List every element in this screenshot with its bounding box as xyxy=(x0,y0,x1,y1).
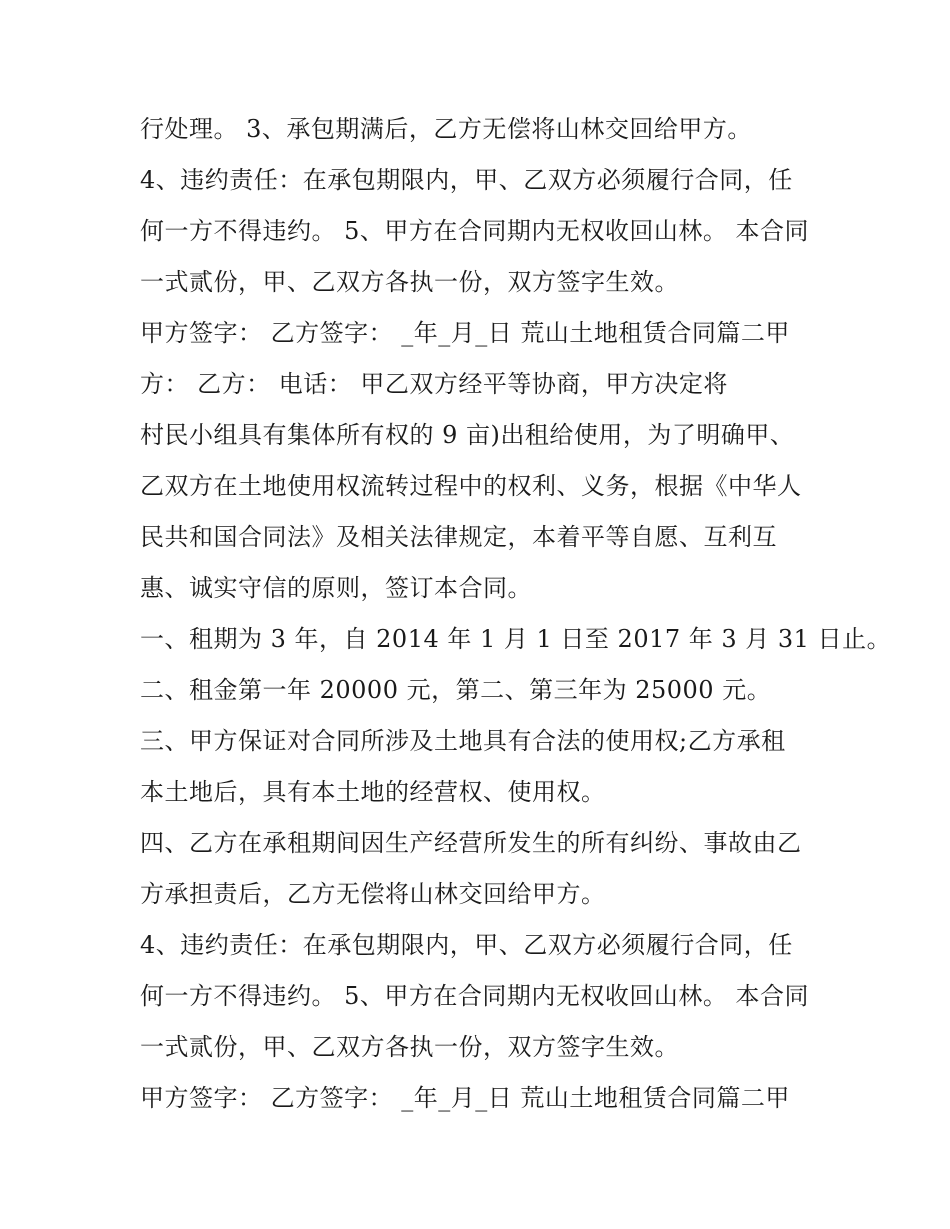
text-line: 4、违约责任：在承包期限内，甲、乙双方必须履行合同，任 xyxy=(140,931,793,959)
text-line: 方承担责后，乙方无偿将山林交回给甲方。 xyxy=(140,880,606,908)
text-line: 甲方签字： 乙方签字： _年_月_日 荒山土地租赁合同篇二甲 xyxy=(140,1084,790,1112)
text-line: 何一方不得违约。 5、甲方在合同期内无权收回山林。 本合同 xyxy=(140,982,810,1010)
text-line: 4、违约责任：在承包期限内，甲、乙双方必须履行合同，任 xyxy=(140,166,793,194)
text-line: 村民小组具有集体所有权的 9 亩)出租给使用，为了明确甲、 xyxy=(140,421,795,449)
text-line: 民共和国合同法》及相关法律规定，本着平等自愿、互利互 xyxy=(140,523,777,551)
text-line: 一、租期为 3 年，自 2014 年 1 月 1 日至 2017 年 3 月 31 日止。 xyxy=(140,625,892,653)
text-line: 一式贰份，甲、乙双方各执一份，双方签字生效。 xyxy=(140,268,679,296)
document-body xyxy=(140,104,892,1124)
text-line: 方： 乙方： 电话： 甲乙双方经平等协商，甲方决定将 xyxy=(140,370,728,398)
text-line: 三、甲方保证对合同所涉及土地具有合法的使用权;乙方承租 xyxy=(140,727,786,755)
text-line: 行处理。 3、承包期满后，乙方无偿将山林交回给甲方。 xyxy=(140,115,752,143)
text-line: 一式贰份，甲、乙双方各执一份，双方签字生效。 xyxy=(140,1033,679,1061)
text-line: 惠、诚实守信的原则，签订本合同。 xyxy=(140,574,532,602)
text-line: 何一方不得违约。 5、甲方在合同期内无权收回山林。 本合同 xyxy=(140,217,810,245)
text-line: 本土地后，具有本土地的经营权、使用权。 xyxy=(140,778,606,806)
text-line: 甲方签字： 乙方签字： _年_月_日 荒山土地租赁合同篇二甲 xyxy=(140,319,790,347)
text-line: 四、乙方在承租期间因生产经营所发生的所有纠纷、事故由乙 xyxy=(140,829,802,857)
text-line: 二、租金第一年 20000 元，第二、第三年为 25000 元。 xyxy=(140,676,772,704)
text-line: 乙双方在土地使用权流转过程中的权利、义务，根据《中华人 xyxy=(140,472,802,500)
